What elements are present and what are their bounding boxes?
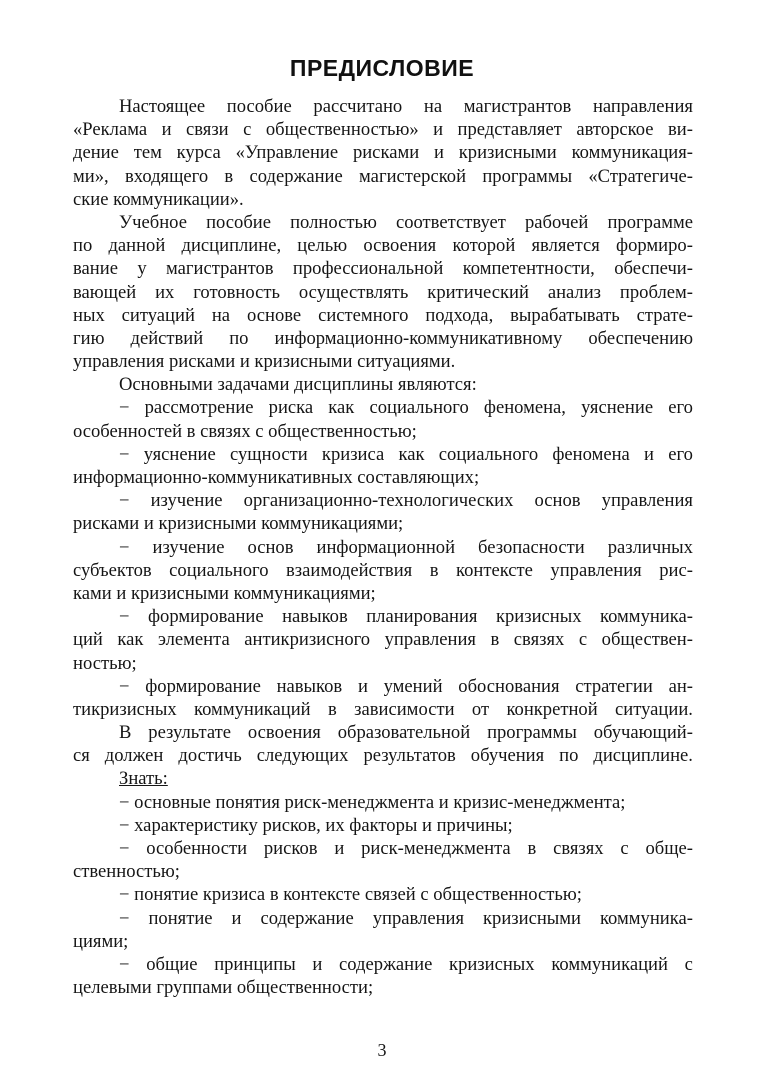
word: социального	[369, 397, 469, 419]
word: социального	[438, 443, 539, 465]
word: которой	[452, 235, 516, 257]
word: компетентности,	[462, 258, 595, 280]
word: обще-	[645, 838, 693, 859]
text-line	[73, 675, 693, 698]
word: управления	[550, 559, 642, 581]
word: действий	[130, 327, 204, 349]
text-line	[73, 257, 693, 280]
text-line	[73, 188, 693, 211]
word: навыков	[276, 675, 343, 697]
text-line	[73, 953, 693, 976]
word: −	[119, 490, 130, 512]
word: обеспечению	[588, 327, 693, 349]
word: программы	[487, 722, 577, 744]
word: направления	[592, 96, 693, 117]
line-text: циями;	[73, 930, 129, 952]
line-text: управления рисками и кризисными ситуациями.	[73, 351, 456, 373]
word: должен	[104, 745, 164, 767]
word: его	[668, 397, 693, 419]
word: обучающий-	[593, 722, 693, 744]
word: основе	[246, 304, 302, 326]
word: вырабатывать	[510, 304, 620, 326]
word: уяснение	[143, 443, 216, 465]
line-text: ностью;	[73, 652, 137, 674]
word: −	[119, 606, 130, 628]
word: субъектов	[73, 559, 152, 581]
text-line	[73, 234, 693, 257]
word: различных	[607, 536, 693, 558]
word: в	[490, 629, 500, 651]
text-line	[73, 536, 693, 559]
text-line	[73, 118, 693, 141]
word: с	[620, 838, 629, 859]
word: антикризисного	[244, 629, 371, 651]
word: связях	[513, 629, 565, 651]
word: данной	[108, 235, 166, 257]
word: управления	[372, 907, 465, 929]
word: социального	[169, 559, 269, 581]
word: навыков	[282, 606, 348, 628]
word: В	[119, 722, 132, 744]
word: рассчитано	[313, 96, 403, 117]
word: магистрантов	[463, 96, 572, 117]
page-number: 3	[377, 1040, 387, 1060]
text-line	[73, 512, 693, 535]
word: его	[668, 443, 693, 465]
word: результате	[148, 722, 232, 744]
word: изучение	[152, 536, 225, 558]
word: у	[137, 258, 147, 280]
word: риск-менеджмента	[361, 838, 511, 859]
word: ви-	[667, 119, 693, 141]
word: соответствует	[395, 211, 506, 233]
text-line	[73, 165, 693, 188]
word: и	[312, 953, 323, 975]
word: профессиональной	[292, 258, 444, 280]
word: безопасности	[478, 536, 585, 558]
page-title: ПРЕДИСЛОВИЕ	[289, 55, 475, 81]
line-text: − понятие кризиса в контексте связей с общественностью;	[119, 884, 582, 906]
word: −	[119, 443, 130, 465]
line-text: рисками и кризисными коммуникациями;	[73, 513, 404, 535]
word: рабочей	[525, 211, 589, 233]
text-line	[73, 281, 693, 304]
word: вающей	[73, 281, 137, 303]
text-line	[73, 304, 693, 327]
word: результатов	[363, 745, 456, 767]
word: изучение	[150, 490, 223, 512]
word: в	[328, 698, 337, 720]
text-line	[73, 628, 693, 651]
word: с	[578, 629, 588, 651]
word: принципы	[214, 953, 296, 975]
word: ситуаций	[121, 304, 195, 326]
word: Учебное	[119, 211, 187, 233]
word: от	[471, 698, 490, 720]
word: ситуации.	[615, 698, 693, 720]
text-line	[73, 396, 693, 419]
text-line	[73, 582, 693, 605]
word: содержание	[260, 907, 354, 929]
word: феномена,	[483, 397, 566, 419]
word: освоения	[363, 235, 437, 257]
word: коммуникация-	[571, 142, 693, 164]
word: −	[119, 536, 130, 558]
word: ся	[73, 745, 90, 767]
word: уяснение	[581, 397, 654, 419]
word: дисциплине.	[593, 745, 693, 767]
word: коммуникаций	[194, 698, 311, 720]
word: понятие	[148, 907, 213, 929]
word: информационно-коммуникативному	[274, 327, 563, 349]
word: информационной	[316, 536, 456, 558]
word: подхода,	[425, 304, 494, 326]
text-line	[73, 443, 693, 466]
word: рис-	[659, 559, 693, 581]
text-line	[73, 744, 693, 767]
text-line	[73, 721, 693, 744]
text-line	[73, 930, 693, 953]
word: связи	[186, 119, 229, 141]
word: их	[155, 281, 175, 303]
word: программе	[607, 211, 693, 233]
word: по	[73, 235, 93, 257]
word: и	[644, 443, 654, 465]
word: коммуника-	[600, 606, 693, 628]
word: Настоящее	[119, 96, 206, 117]
word: проблем-	[619, 281, 693, 303]
text-line	[73, 327, 693, 350]
word: риска	[268, 397, 314, 419]
line-text: целевыми группами общественности;	[73, 977, 374, 999]
word: −	[119, 838, 130, 859]
word: освоения	[247, 722, 321, 744]
word: −	[119, 675, 130, 697]
text-line	[73, 95, 693, 118]
word: магистерской	[359, 165, 467, 187]
word: формирование	[147, 606, 264, 628]
line-text: − основные понятия риск-менеджмента и кризис-менеджмента;	[119, 791, 626, 813]
word: и	[433, 142, 444, 164]
word: кризисных	[449, 953, 535, 975]
word: коммуникаций	[551, 953, 668, 975]
word: пособие	[226, 96, 292, 117]
word: кризисных	[495, 606, 582, 628]
word: организационно-технологических	[243, 490, 514, 512]
line-text: ственностью;	[73, 861, 180, 883]
text-line	[73, 814, 693, 837]
word: обоснования	[458, 675, 560, 697]
word: формирование	[145, 675, 261, 697]
word: образовательной	[337, 722, 471, 744]
word: в	[429, 559, 439, 581]
word: гию	[73, 327, 105, 349]
word: по	[559, 745, 579, 767]
line-text: особенностей в связях с общественностью;	[73, 420, 417, 442]
word: рисками	[352, 142, 420, 164]
text-line	[73, 211, 693, 234]
body-text	[73, 95, 693, 999]
word: умений	[383, 675, 443, 697]
word: целью	[297, 235, 348, 257]
word: как	[328, 397, 355, 419]
word: ных	[73, 304, 105, 326]
word: зависимости	[354, 698, 455, 720]
word: ми»,	[73, 165, 109, 187]
word: −	[119, 907, 130, 929]
word: обществен-	[601, 629, 693, 651]
word: ций	[73, 629, 103, 651]
text-line	[73, 466, 693, 489]
word: и	[334, 838, 345, 859]
word: обеспечи-	[614, 258, 693, 280]
word: как	[398, 443, 425, 465]
word: общественностью»	[265, 119, 419, 141]
word: входящего	[124, 165, 209, 187]
text-line	[73, 907, 693, 930]
text-line	[73, 837, 693, 860]
word: как	[117, 629, 144, 651]
text-line	[73, 698, 693, 721]
text-line	[73, 767, 693, 790]
word: основ	[247, 536, 294, 558]
word: готовность	[193, 281, 281, 303]
word: с	[243, 119, 252, 141]
word: содержание	[339, 953, 433, 975]
word: осуществлять	[298, 281, 409, 303]
word: программы	[482, 165, 573, 187]
word: страте-	[636, 304, 693, 326]
word: пособие	[206, 211, 271, 233]
word: «Управление	[235, 142, 339, 164]
word: достичь	[178, 745, 242, 767]
word: и	[161, 119, 172, 141]
text-line	[73, 141, 693, 164]
word: формиро-	[616, 235, 693, 257]
word: −	[119, 953, 130, 975]
word: стратегии	[575, 675, 653, 697]
underlined-heading: Знать:	[119, 768, 168, 790]
word: полностью	[290, 211, 377, 233]
word: и	[231, 907, 242, 929]
word: представляет	[457, 119, 562, 141]
line-text: − характеристику рисков, их факторы и причины;	[119, 814, 513, 836]
word: магистрантов	[166, 258, 274, 280]
text-line	[73, 350, 693, 373]
word: в	[224, 165, 234, 187]
word: особенности	[146, 838, 248, 859]
word: феномена	[552, 443, 630, 465]
word: конкретной	[506, 698, 598, 720]
word: связях	[553, 838, 604, 859]
word: ан-	[668, 675, 693, 697]
text-line	[73, 883, 693, 906]
text-line	[73, 860, 693, 883]
word: «Реклама	[73, 119, 148, 141]
word: и	[357, 675, 368, 697]
line-text: ские коммуникации».	[73, 188, 244, 210]
word: в	[527, 838, 537, 859]
word: дение	[73, 142, 119, 164]
text-line	[73, 605, 693, 628]
line-text: Основными задачами дисциплины являются:	[119, 374, 477, 396]
word: управления	[601, 490, 693, 512]
word: авторское	[576, 119, 654, 141]
word: курса	[176, 142, 221, 164]
word: общие	[146, 953, 198, 975]
word: кризисными	[458, 142, 557, 164]
word: является	[531, 235, 600, 257]
line-text: ками и кризисными коммуникациями;	[73, 582, 376, 604]
word: тем	[133, 142, 162, 164]
word: дисциплине,	[181, 235, 282, 257]
word: критический	[427, 281, 529, 303]
text-line	[73, 652, 693, 675]
word: анализ	[547, 281, 602, 303]
word: управления	[384, 629, 476, 651]
text-line	[73, 420, 693, 443]
text-line	[73, 976, 693, 999]
text-line	[73, 791, 693, 814]
line-text: информационно-коммуникативных составляющих;	[73, 467, 480, 488]
word: сущности	[230, 443, 308, 465]
word: кризисными	[483, 907, 581, 929]
text-line	[73, 559, 693, 582]
word: элемента	[157, 629, 230, 651]
word: планирования	[366, 606, 478, 628]
word: по	[229, 327, 249, 349]
word: следующих	[256, 745, 349, 767]
text-line	[73, 373, 693, 396]
word: рассмотрение	[144, 397, 254, 419]
word: контексте	[455, 559, 533, 581]
word: «Стратегиче-	[588, 165, 693, 187]
word: взаимодействия	[286, 559, 413, 581]
word: основ	[534, 490, 581, 512]
word: и	[433, 119, 444, 141]
word: содержание	[249, 165, 343, 187]
word: обучения	[470, 745, 545, 767]
word: вание	[73, 258, 118, 280]
text-line	[73, 489, 693, 512]
word: −	[119, 397, 130, 419]
word: кризиса	[321, 443, 385, 465]
word: коммуника-	[599, 907, 693, 929]
word: тикризисных	[73, 698, 177, 720]
word: на	[211, 304, 231, 326]
word: на	[423, 96, 443, 117]
word: системного	[318, 304, 409, 326]
word: с	[684, 953, 693, 975]
word: рисков	[263, 838, 318, 859]
